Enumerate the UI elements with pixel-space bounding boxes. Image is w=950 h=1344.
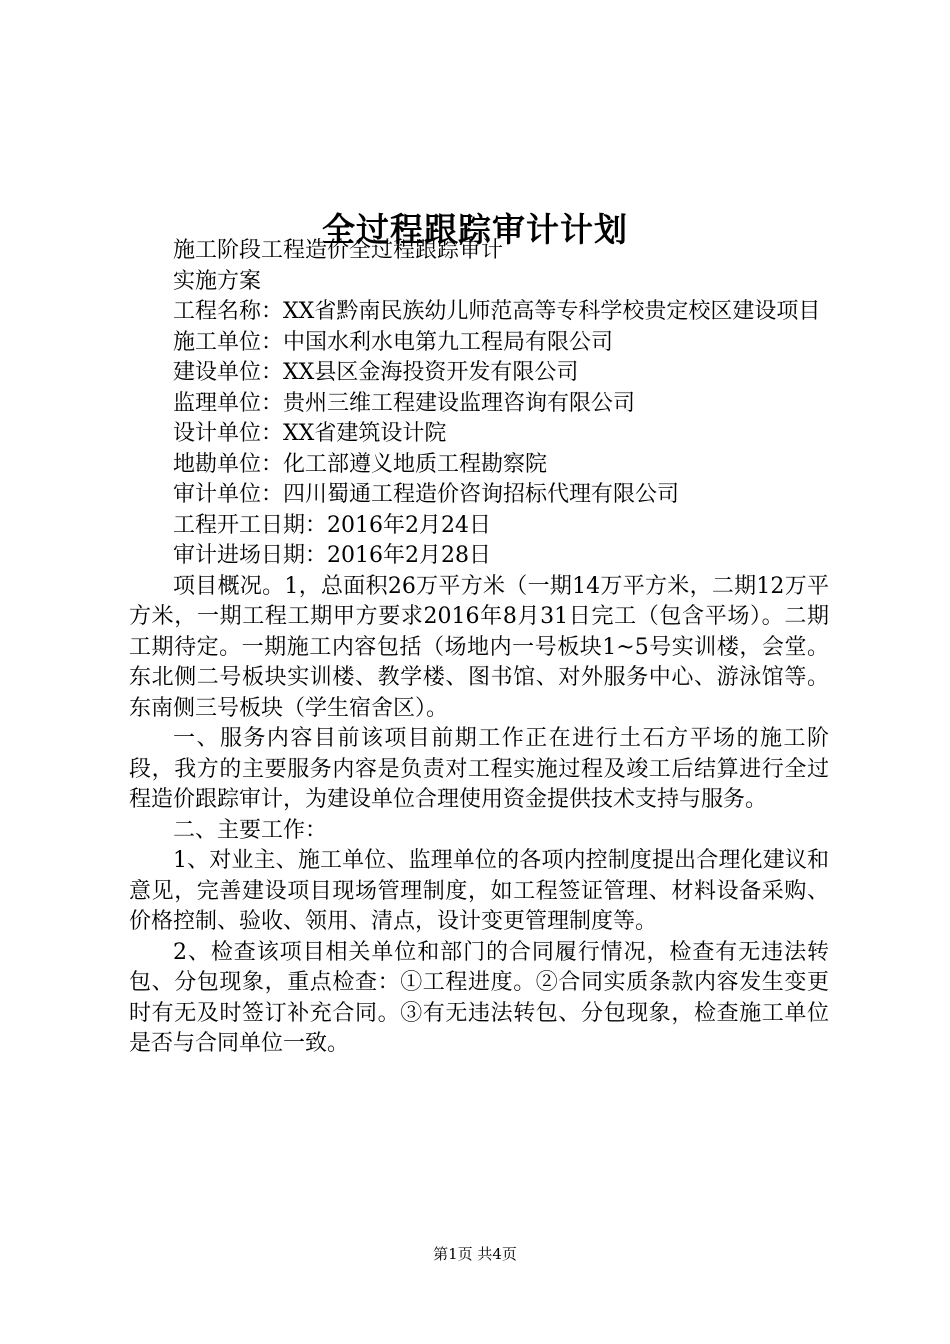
paragraph: 审计进场日期：2016年2月28日 — [173, 543, 491, 568]
paragraph: 施工单位：中国水利水电第九工程局有限公司 — [173, 329, 614, 355]
paragraph: 地勘单位：化工部遵义地质工程勘察院 — [173, 451, 548, 477]
paragraph: 工程名称：XX省黔南民族幼儿师范高等专科学校贵定校区建设项目 — [173, 299, 821, 324]
paragraph: 项目概况。1，总面积26万平方米（一期14万平方米，二期12万平方米，一期工程工期甲方要求2016年8月31日完工（包含平场）。二期工期待定。一期施工内容包括（场地内一号板块1~5号实训楼，会堂。东北侧二号板块实训楼、教学楼、图书馆、对外服务中心、游泳馆等。东南侧三号板块（学生宿舍区）。 — [129, 573, 829, 721]
paragraph: 施工阶段工程造价全过程跟踪审计 — [173, 238, 504, 263]
paragraph: 二、主要工作： — [173, 817, 328, 843]
paragraph: 审计单位：四川蜀通工程造价咨询招标代理有限公司 — [173, 482, 680, 507]
document-body — [129, 236, 829, 1060]
page-number-footer: 第1页 共4页 — [433, 1245, 517, 1263]
paragraph: 建设单位：XX县区金海投资开发有限公司 — [173, 360, 579, 385]
paragraph: 一、服务内容目前该项目前期工作正在进行土石方平场的施工阶段，我方的主要服务内容是负责对工程实施过程及竣工后结算进行全过程造价跟踪审计，为建设单位合理使用资金提供技术支持与服务。 — [129, 726, 829, 812]
paragraph: 工程开工日期：2016年2月24日 — [173, 512, 491, 538]
paragraph: 2、检查该项目相关单位和部门的合同履行情况，检查有无违法转包、分包现象，重点检查：①工程进度。②合同实质条款内容发生变更时有无及时签订补充合同。③有无违法转包、分包现象，检查施工单位是否与合同单位一致。 — [129, 939, 829, 1056]
paragraph: 1、对业主、施工单位、监理单位的各项内控制度提出合理化建议和意见，完善建设项目现场管理制度，如工程签证管理、材料设备采购、价格控制、验收、领用、清点，设计变更管理制度等。 — [129, 848, 829, 934]
page-title: 全过程跟踪审计计划 — [322, 210, 628, 250]
paragraph: 设计单位：XX省建筑设计院 — [173, 421, 447, 446]
paragraph: 实施方案 — [173, 268, 262, 294]
paragraph: 监理单位：贵州三维工程建设监理咨询有限公司 — [173, 390, 636, 416]
